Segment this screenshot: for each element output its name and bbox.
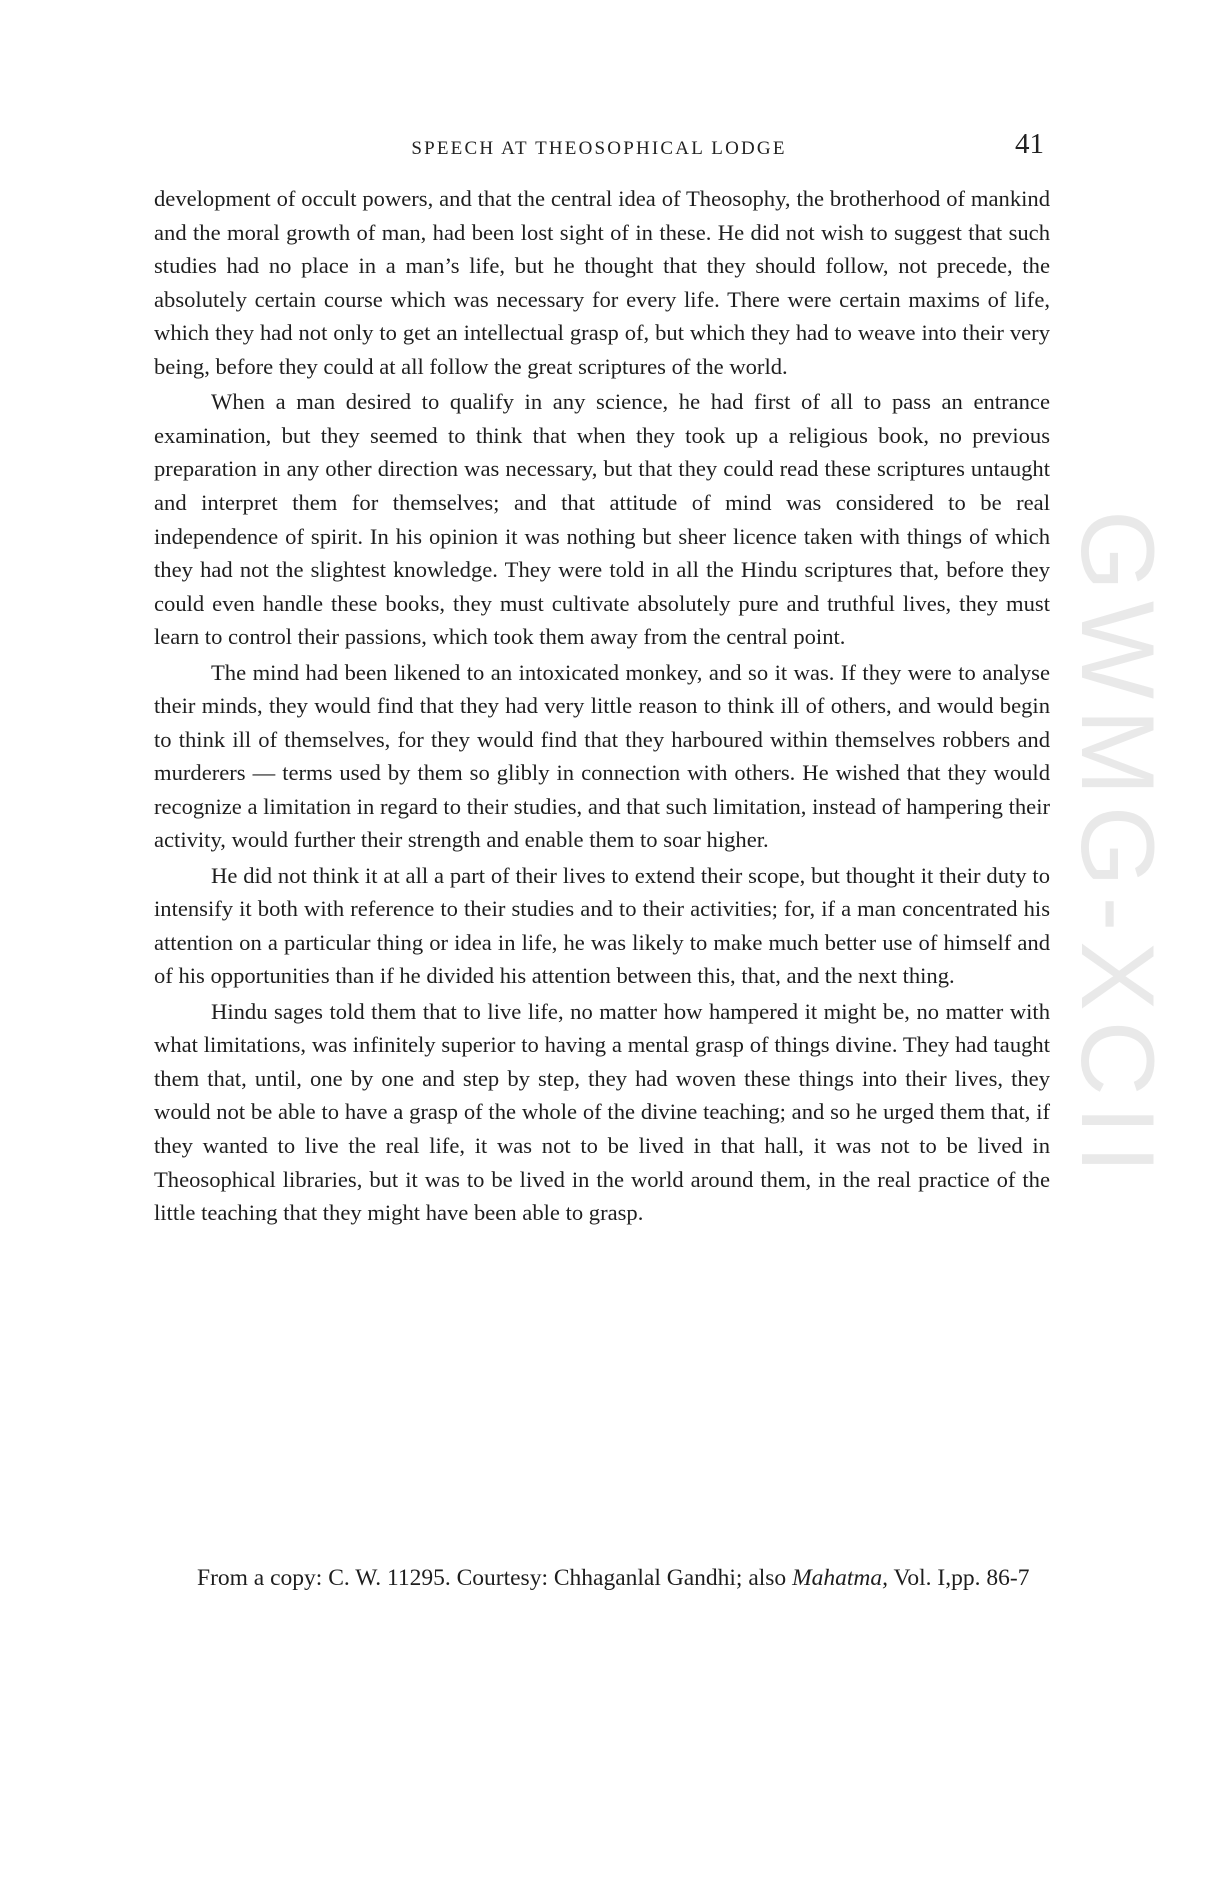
paragraph: The mind had been likened to an intoxicated monkey, and so it was. If they were to analyse their minds, they would find that they had very little reason to think ill of others, and would begin to think ill of themselves, for they would find that they harboured within themselves robbers and murderers — terms used by them so glibly in connection with others. He wished that they would recognize a limitation in regard to their studies, and that such limitation, instead of hampering their activity, would further their strength and enable them to soar higher. — [154, 659, 1050, 853]
source-note-prefix: From a copy: C. W. 11295. Courtesy: Chhaganlal Gandhi; also — [197, 1565, 793, 1591]
paragraph-continued: development of occult powers, and that the central idea of Theosophy, the brotherhood of mankind and the moral growth of man, had been lost sight of in these. He did not wish to suggest that such studies had no place in a man’s life, but he thought that they should follow, not precede, the absolutely certain course which was necessary for every life. There were certain maxims of life, which they had not only to get an intellectual grasp of, but which they had to weave into their very being, before they could at all follow the great scriptures of the world. — [154, 186, 1050, 379]
watermark: GWMG-XCII — [1059, 510, 1175, 1184]
source-note — [154, 1562, 1050, 1595]
body-text — [154, 182, 1050, 1231]
source-note-title: Mahatma, — [792, 1565, 889, 1591]
running-head — [154, 128, 1044, 168]
source-note-suffix: Vol. I,pp. 86-7 — [888, 1565, 1030, 1591]
paragraph: When a man desired to qualify in any science, he had first of all to pass an entrance examination, but they seemed to think that when they took up a religious book, no previous preparation in any other direction was necessary, but that they could read these scriptures untaught and interpret them for themselves; and that attitude of mind was considered to be real independence of spirit. In his opinion it was nothing but sheer licence taken with things of which they had not the slightest knowledge. They were told in all the Hindu scriptures that, before they could even handle these books, they must cultivate absolutely pure and truthful lives, they must learn to control their passions, which took them away from the central point. — [154, 389, 1050, 650]
paragraph: He did not think it at all a part of their lives to extend their scope, but thought it their duty to intensify it both with reference to their studies and to their activities; for, if a man concentrated his attention on a particular thing or idea in life, he was likely to make much better use of himself and of his opportunities than if he divided his attention between this, that, and the next thing. — [154, 862, 1050, 989]
running-title: SPEECH AT THEOSOPHICAL LODGE — [411, 138, 787, 159]
page-number: 41 — [1015, 128, 1044, 160]
paragraph: Hindu sages told them that to live life, no matter how hampered it might be, no matter with what limitations, was infinitely superior to having a mental grasp of things divine. They had taught them that, until, one by one and step by step, they had woven these things into their lives, they would not be able to have a grasp of the whole of the divine teaching; and so he urged them that, if they wanted to live the real life, it was not to be lived in that hall, it was not to be lived in Theosophical libraries, but it was to be lived in the world around them, in the real practice of the little teaching that they might have been able to grasp. — [154, 998, 1050, 1226]
